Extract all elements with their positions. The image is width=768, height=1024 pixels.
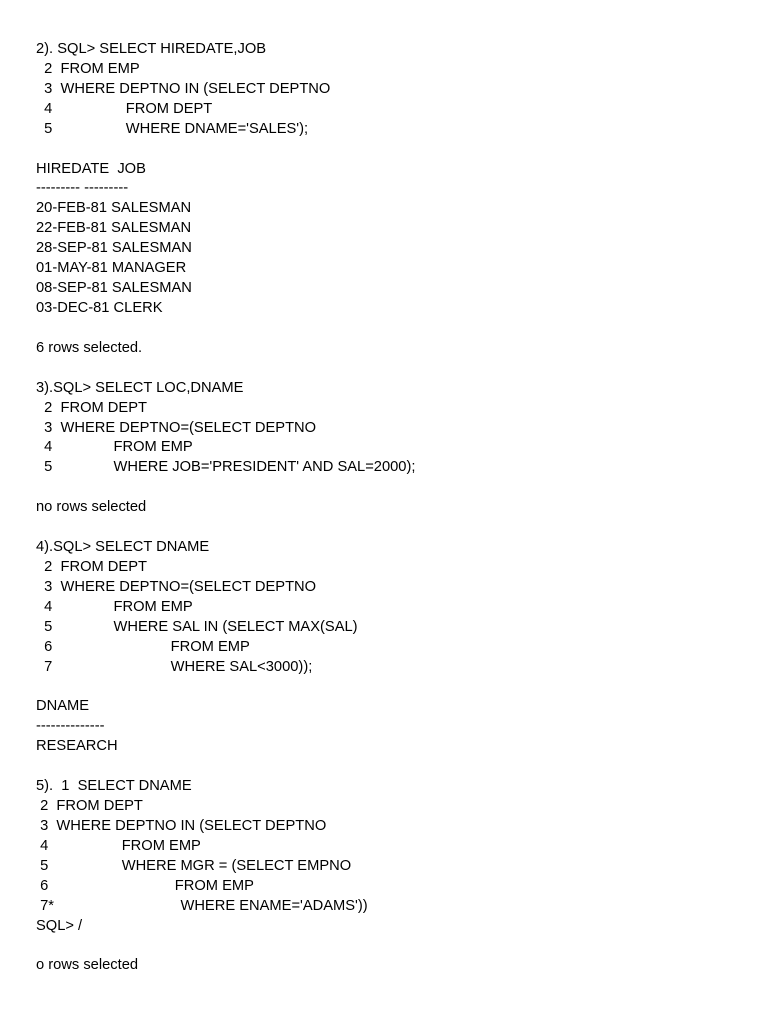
blank-line <box>36 757 756 777</box>
result-block-4 <box>36 697 756 757</box>
code-line: 4 FROM EMP <box>36 598 193 615</box>
result-divider: --------- --------- <box>36 180 129 197</box>
code-line: 4 FROM DEPT <box>36 100 213 117</box>
query-block-3 <box>36 379 756 479</box>
code-line: 3 WHERE DEPTNO=(SELECT DEPTNO <box>36 419 317 436</box>
code-line: 6 FROM EMP <box>36 638 250 655</box>
code-line: 5 WHERE MGR = (SELECT EMPNO <box>36 857 352 874</box>
result-header: DNAME <box>36 698 90 715</box>
code-line: 2 FROM DEPT <box>36 558 147 575</box>
status-text: 6 rows selected. <box>36 339 143 356</box>
sql-document <box>36 40 756 976</box>
status-text: o rows selected <box>36 957 139 974</box>
code-line: 2). SQL> SELECT HIREDATE,JOB <box>36 41 267 57</box>
row-count-2 <box>36 339 756 359</box>
code-line: 3).SQL> SELECT LOC,DNAME <box>36 379 244 396</box>
code-line: 4 FROM EMP <box>36 439 193 456</box>
result-header: HIREDATE JOB <box>36 160 146 177</box>
result-divider: -------------- <box>36 718 105 735</box>
row-count-5 <box>36 956 756 976</box>
sql-prompt: SQL> / <box>36 917 83 934</box>
code-line: 7 WHERE SAL<3000)); <box>36 658 313 675</box>
query-block-5 <box>36 777 756 936</box>
code-line: 4 FROM EMP <box>36 837 201 854</box>
code-line: 5 WHERE DNAME='SALES'); <box>36 120 309 137</box>
row-count-3 <box>36 498 756 518</box>
code-line: 5 WHERE SAL IN (SELECT MAX(SAL) <box>36 618 358 635</box>
status-text: no rows selected <box>36 499 147 516</box>
blank-line <box>36 518 756 538</box>
code-line: 2 FROM DEPT <box>36 399 147 416</box>
code-line: 4).SQL> SELECT DNAME <box>36 539 210 556</box>
blank-line <box>36 140 756 160</box>
blank-line <box>36 678 756 698</box>
result-row: 22-FEB-81 SALESMAN <box>36 220 192 237</box>
code-line: 2 FROM EMP <box>36 60 140 77</box>
result-row: RESEARCH <box>36 738 118 755</box>
code-line: 5 WHERE JOB='PRESIDENT' AND SAL=2000); <box>36 459 416 476</box>
blank-line <box>36 478 756 498</box>
query-block-2 <box>36 40 756 140</box>
code-line: 2 FROM DEPT <box>36 798 143 815</box>
code-line: 7* WHERE ENAME='ADAMS')) <box>36 897 368 914</box>
code-line: 3 WHERE DEPTNO IN (SELECT DEPTNO <box>36 80 331 97</box>
blank-line <box>36 359 756 379</box>
result-block-2 <box>36 160 756 319</box>
code-line: 5). 1 SELECT DNAME <box>36 778 192 795</box>
code-line: 3 WHERE DEPTNO=(SELECT DEPTNO <box>36 578 317 595</box>
code-line: 6 FROM EMP <box>36 877 254 894</box>
result-row: 03-DEC-81 CLERK <box>36 299 163 316</box>
code-line: 3 WHERE DEPTNO IN (SELECT DEPTNO <box>36 817 327 834</box>
result-row: 28-SEP-81 SALESMAN <box>36 240 192 257</box>
result-row: 01-MAY-81 MANAGER <box>36 260 187 277</box>
blank-line <box>36 319 756 339</box>
result-row: 08-SEP-81 SALESMAN <box>36 280 192 297</box>
blank-line <box>36 936 756 956</box>
result-row: 20-FEB-81 SALESMAN <box>36 200 192 217</box>
query-block-4 <box>36 538 756 677</box>
